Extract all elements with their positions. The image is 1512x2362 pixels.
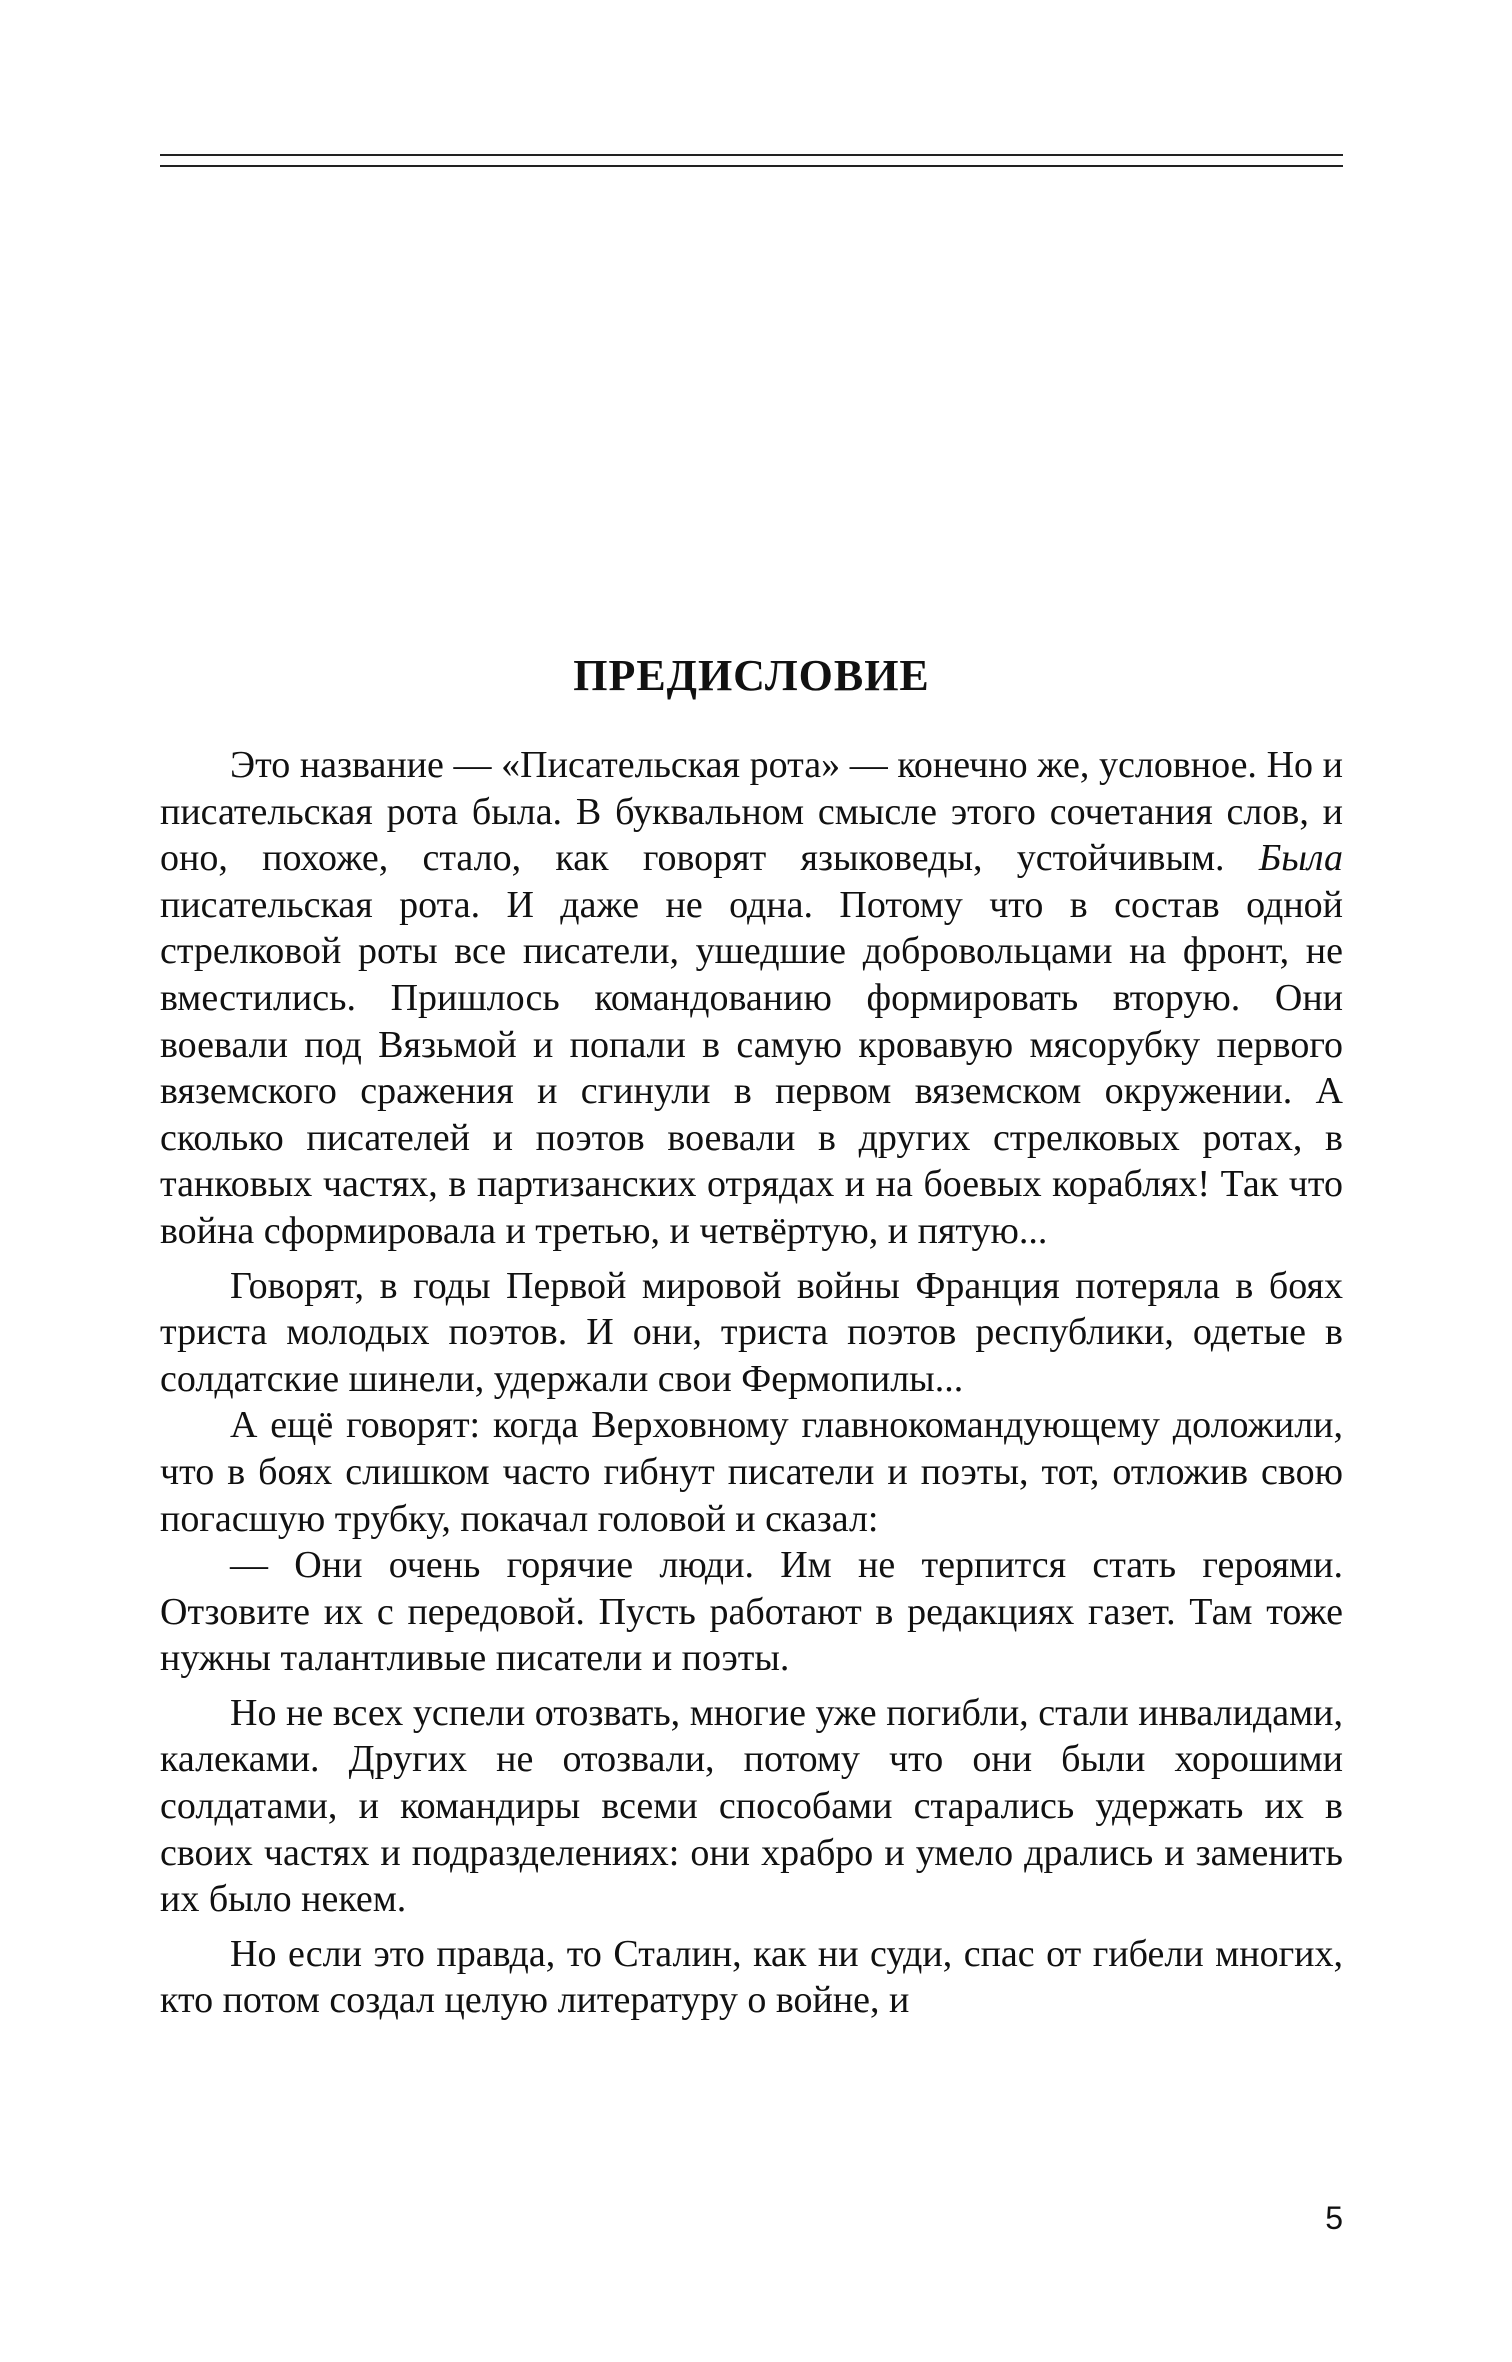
paragraph-1-part-1: Это название — «Писательская рота» — конечно же, условное. Но и писательская рота была. В буквальном смысле этого сочетания слов, и оно, похоже, стало, как говорят языковеды, устойчивым.	[160, 744, 1343, 880]
chapter-title: ПРЕДИСЛОВИЕ	[573, 651, 930, 700]
body-text	[160, 742, 1343, 2032]
paragraph-1-emphasis: Была	[1258, 837, 1343, 880]
paragraph-1	[160, 742, 1343, 1255]
paragraph-2: Говорят, в годы Первой мировой войны Франция потеряла в боях триста молодых поэтов. И они, триста поэтов республики, одетые в солдатские шинели, удержали свои Фермопилы...	[160, 1264, 1343, 1400]
page-number: 5	[1325, 2200, 1343, 2236]
header-rule-bottom	[160, 165, 1343, 167]
paragraph-3: А ещё говорят: когда Верховному главнокомандующему доложили, что в боях слишком часто гибнут писатели и поэты, тот, отложив свою погасшую трубку, покачал головой и сказал:	[160, 1404, 1343, 1540]
paragraph-6: Но если это правда, то Сталин, как ни суди, спас от гибели многих, кто потом создал целую литературу о войне, и	[160, 1932, 1343, 2022]
paragraph-1-part-2: писательская рота. И даже не одна. Потому что в состав одной стрелковой роты все писатели, ушедшие добровольцами на фронт, не вместились. Пришлось командованию формировать вторую. Они воевали под Вязьмой и попали в самую кровавую мясорубку первого вяземского сражения и сгинули в первом вяземском окружении. А сколько писателей и поэтов воевали в других стрелковых ротах, в танковых частях, в партизанских отрядах и на боевых кораблях! Так что война сформировала и третью, и четвёртую, и пятую...	[160, 883, 1343, 1252]
paragraph-5: Но не всех успели отозвать, многие уже погибли, стали инвалидами, калеками. Других не отозвали, потому что они были хорошими солдатами, и командиры всеми способами старались удержать их в своих частях и подразделениях: они храбро и умело дрались и заменить их было некем.	[160, 1691, 1343, 1921]
paragraph-4: — Они очень горячие люди. Им не терпится стать героями. Отзовите их с передовой. Пусть работают в редакциях газет. Там тоже нужны талантливые писатели и поэты.	[160, 1544, 1343, 1680]
header-rule-top	[160, 154, 1343, 156]
